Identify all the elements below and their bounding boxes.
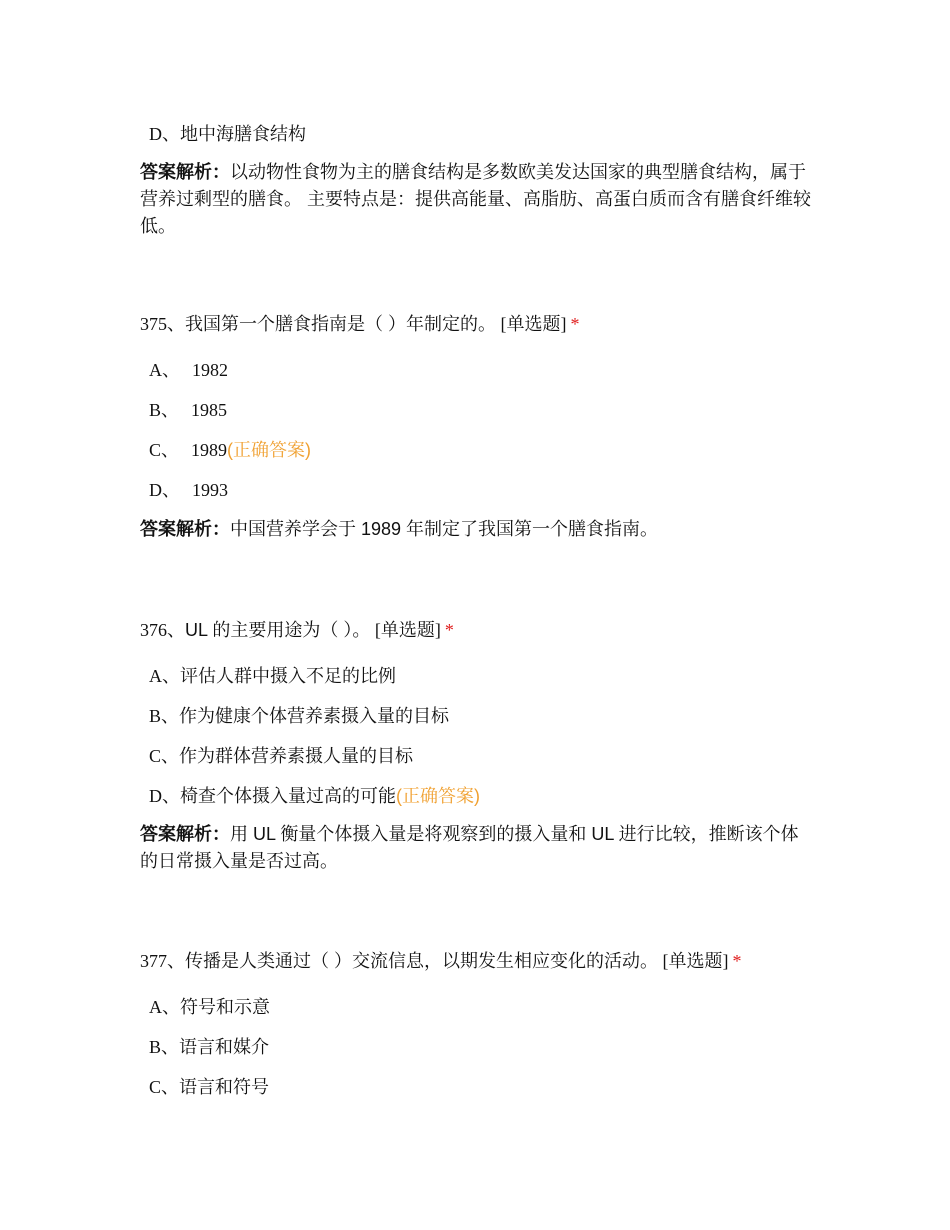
q376-analysis (140, 821, 815, 875)
q376-option-c (149, 743, 413, 769)
option-text: 符号和示意 (180, 997, 270, 1017)
option-letter: B、 (149, 706, 180, 726)
option-text: 作为健康个体营养素摄入量的目标 (179, 706, 450, 726)
q375-analysis (140, 516, 815, 543)
option-text: 语言和媒介 (179, 1037, 270, 1057)
question-type: [单选题] (500, 314, 567, 334)
analysis-label: 答案解析： (140, 162, 230, 182)
q375-option-a (149, 357, 228, 383)
q374-analysis (140, 159, 815, 240)
option-letter: D、 (149, 124, 180, 144)
question-number: 376、 (140, 620, 185, 640)
q377-option-b (149, 1034, 269, 1060)
analysis-label: 答案解析： (140, 519, 230, 539)
q374-option-d (149, 121, 306, 147)
option-text: 1989 (191, 440, 228, 460)
option-letter: B、 (149, 1037, 180, 1057)
q376-option-a (149, 663, 396, 689)
option-letter: C、 (149, 1077, 180, 1097)
correct-answer-tag: (正确答案) (396, 786, 480, 806)
option-text: 1993 (192, 480, 228, 500)
q377-option-a (149, 994, 270, 1020)
q375-title (140, 311, 580, 337)
question-type: [单选题] (662, 951, 729, 971)
analysis-text: 中国营养学会于 1989 年制定了我国第一个膳食指南。 (230, 519, 659, 539)
option-text: 语言和符号 (179, 1077, 270, 1097)
required-mark: * (570, 314, 580, 334)
question-number: 377、 (140, 951, 185, 971)
question-stem: 我国第一个膳食指南是（ ）年制定的。 (185, 314, 496, 334)
option-letter: A、 (149, 360, 180, 380)
option-letter: D、 (149, 480, 180, 500)
option-text: 作为群体营养素摄人量的目标 (179, 746, 414, 766)
required-mark: * (732, 951, 742, 971)
option-text: 椅查个体摄入量过高的可能 (180, 786, 396, 806)
question-number: 375、 (140, 314, 185, 334)
option-letter: C、 (149, 746, 180, 766)
option-text: 1985 (191, 400, 228, 420)
q377-title (140, 948, 742, 974)
q377-option-c (149, 1074, 269, 1100)
question-type: [单选题] (374, 620, 441, 640)
option-text: 评估人群中摄入不足的比例 (180, 666, 396, 686)
option-letter: B、 (149, 400, 180, 420)
q376-option-d (149, 783, 480, 809)
q375-option-c (149, 437, 311, 463)
required-mark: * (444, 620, 454, 640)
option-letter: A、 (149, 666, 180, 686)
option-letter: A、 (149, 997, 180, 1017)
analysis-text: 以动物性食物为主的膳食结构是多数欧美发达国家的典型膳食结构，属于营养过剩型的膳食。 主要特点是：提供高能量、高脂肪、高蛋白质而含有膳食纤维较低。 (140, 162, 811, 236)
q375-option-b (149, 397, 227, 423)
q376-title (140, 617, 454, 643)
analysis-text: 用 UL 衡量个体摄入量是将观察到的摄入量和 UL 进行比较，推断该个体的日常摄入量是否过高。 (140, 824, 799, 871)
option-letter: C、 (149, 440, 180, 460)
q375-option-d (149, 477, 228, 503)
q376-option-b (149, 703, 449, 729)
option-text: 地中海膳食结构 (180, 124, 306, 144)
question-stem: 传播是人类通过（ ）交流信息，以期发生相应变化的活动。 (185, 951, 658, 971)
correct-answer-tag: (正确答案) (227, 440, 312, 460)
option-letter: D、 (149, 786, 180, 806)
option-text: 1982 (192, 360, 228, 380)
question-stem: UL 的主要用途为（ ）。 (185, 620, 371, 640)
analysis-label: 答案解析： (140, 824, 230, 844)
